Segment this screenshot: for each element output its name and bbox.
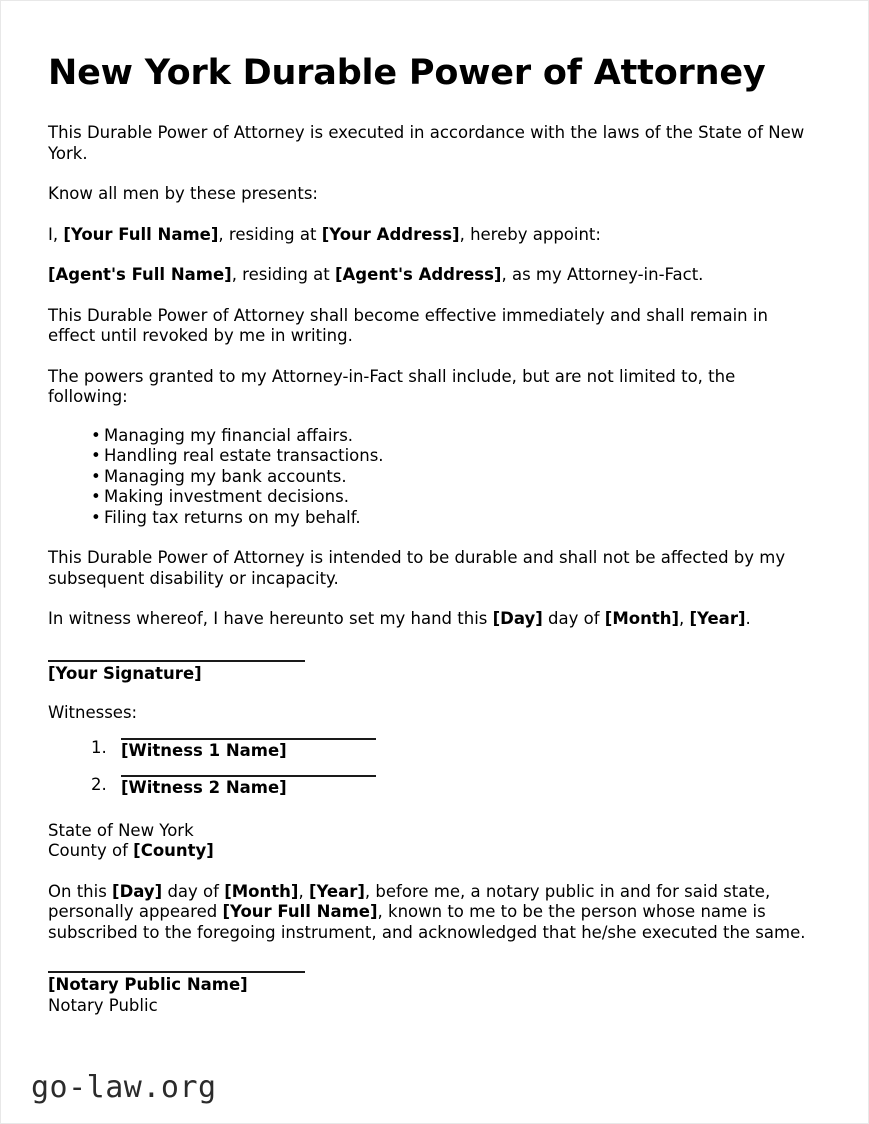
- placeholder-field: [Your Full Name]: [222, 902, 378, 922]
- know-all-men-paragraph: Know all men by these presents:: [48, 184, 318, 204]
- placeholder-field: [Year]: [308, 881, 365, 901]
- signature-line: [48, 660, 305, 662]
- list-item: • Making investment decisions.: [91, 487, 821, 508]
- powers-intro-paragraph: The powers granted to my Attorney-in-Fact shall include, but are not limited to, the following:: [48, 366, 736, 407]
- witness-name-placeholder: [Witness 2 Name]: [121, 778, 287, 798]
- notary-name-placeholder: [Notary Public Name]: [48, 975, 248, 995]
- notary-signature-line: [48, 971, 305, 973]
- notary-signature-block: [48, 971, 821, 1016]
- placeholder-field: [Year]: [689, 609, 746, 629]
- witnesses-list: [48, 738, 821, 799]
- effective-clause-paragraph: This Durable Power of Attorney shall become effective immediately and shall remain in effect until revoked by me in writing.: [48, 305, 768, 346]
- placeholder-field: [Agent's Full Name]: [48, 265, 232, 285]
- site-watermark: go-law.org: [31, 1070, 217, 1105]
- witness-item: [91, 738, 821, 762]
- witnesses-heading: Witnesses:: [48, 703, 138, 723]
- placeholder-field: [Day]: [112, 881, 163, 901]
- witness-whereof-paragraph: In witness whereof, I have hereunto set my hand this [Day] day of [Month], [Year].: [48, 609, 751, 629]
- placeholder-field: [County]: [133, 841, 214, 861]
- placeholder-field: [Your Full Name]: [63, 224, 219, 244]
- principal-paragraph: I, [Your Full Name], residing at [Your Address], hereby appoint:: [48, 224, 601, 244]
- acknowledgment-paragraph: On this [Day] day of [Month], [Year], before me, a notary public in and for said state, personally appeared [Your Full Name], known to me to be the person whose name is subscribed to the foregoing instrument, and acknowledged that he/she executed the same.: [48, 881, 806, 942]
- placeholder-field: [Month]: [224, 881, 299, 901]
- placeholder-field: [Day]: [492, 609, 543, 629]
- principal-signature-block: [48, 660, 821, 685]
- page-title: New York Durable Power of Attorney: [48, 53, 766, 93]
- agent-paragraph: [Agent's Full Name], residing at [Agent's Address], as my Attorney-in-Fact.: [48, 265, 704, 285]
- list-item: • Filing tax returns on my behalf.: [91, 508, 821, 529]
- list-item: • Handling real estate transactions.: [91, 446, 821, 467]
- state-line: State of New York: [48, 820, 194, 840]
- placeholder-field: [Month]: [604, 609, 680, 629]
- witness-item: [91, 775, 821, 799]
- witness-signature-line: [121, 775, 376, 777]
- county-line: County of [County]: [48, 841, 214, 861]
- list-item: • Managing my bank accounts.: [91, 467, 821, 488]
- venue-block: [48, 821, 821, 862]
- intro-paragraph: This Durable Power of Attorney is executed in accordance with the laws of the State of New York.: [48, 123, 805, 163]
- notary-role-label: Notary Public: [48, 995, 158, 1015]
- placeholder-field: [Agent's Address]: [335, 265, 502, 285]
- witness-name-placeholder: [Witness 1 Name]: [121, 740, 287, 760]
- placeholder-field: [Your Address]: [321, 224, 460, 244]
- signature-placeholder: [Your Signature]: [48, 663, 202, 683]
- powers-list: [48, 426, 821, 529]
- list-item: • Managing my financial affairs.: [91, 426, 821, 447]
- witness-signature-line: [121, 738, 376, 740]
- durability-paragraph: This Durable Power of Attorney is intended to be durable and shall not be affected by my subsequent disability or incapacity.: [48, 548, 786, 588]
